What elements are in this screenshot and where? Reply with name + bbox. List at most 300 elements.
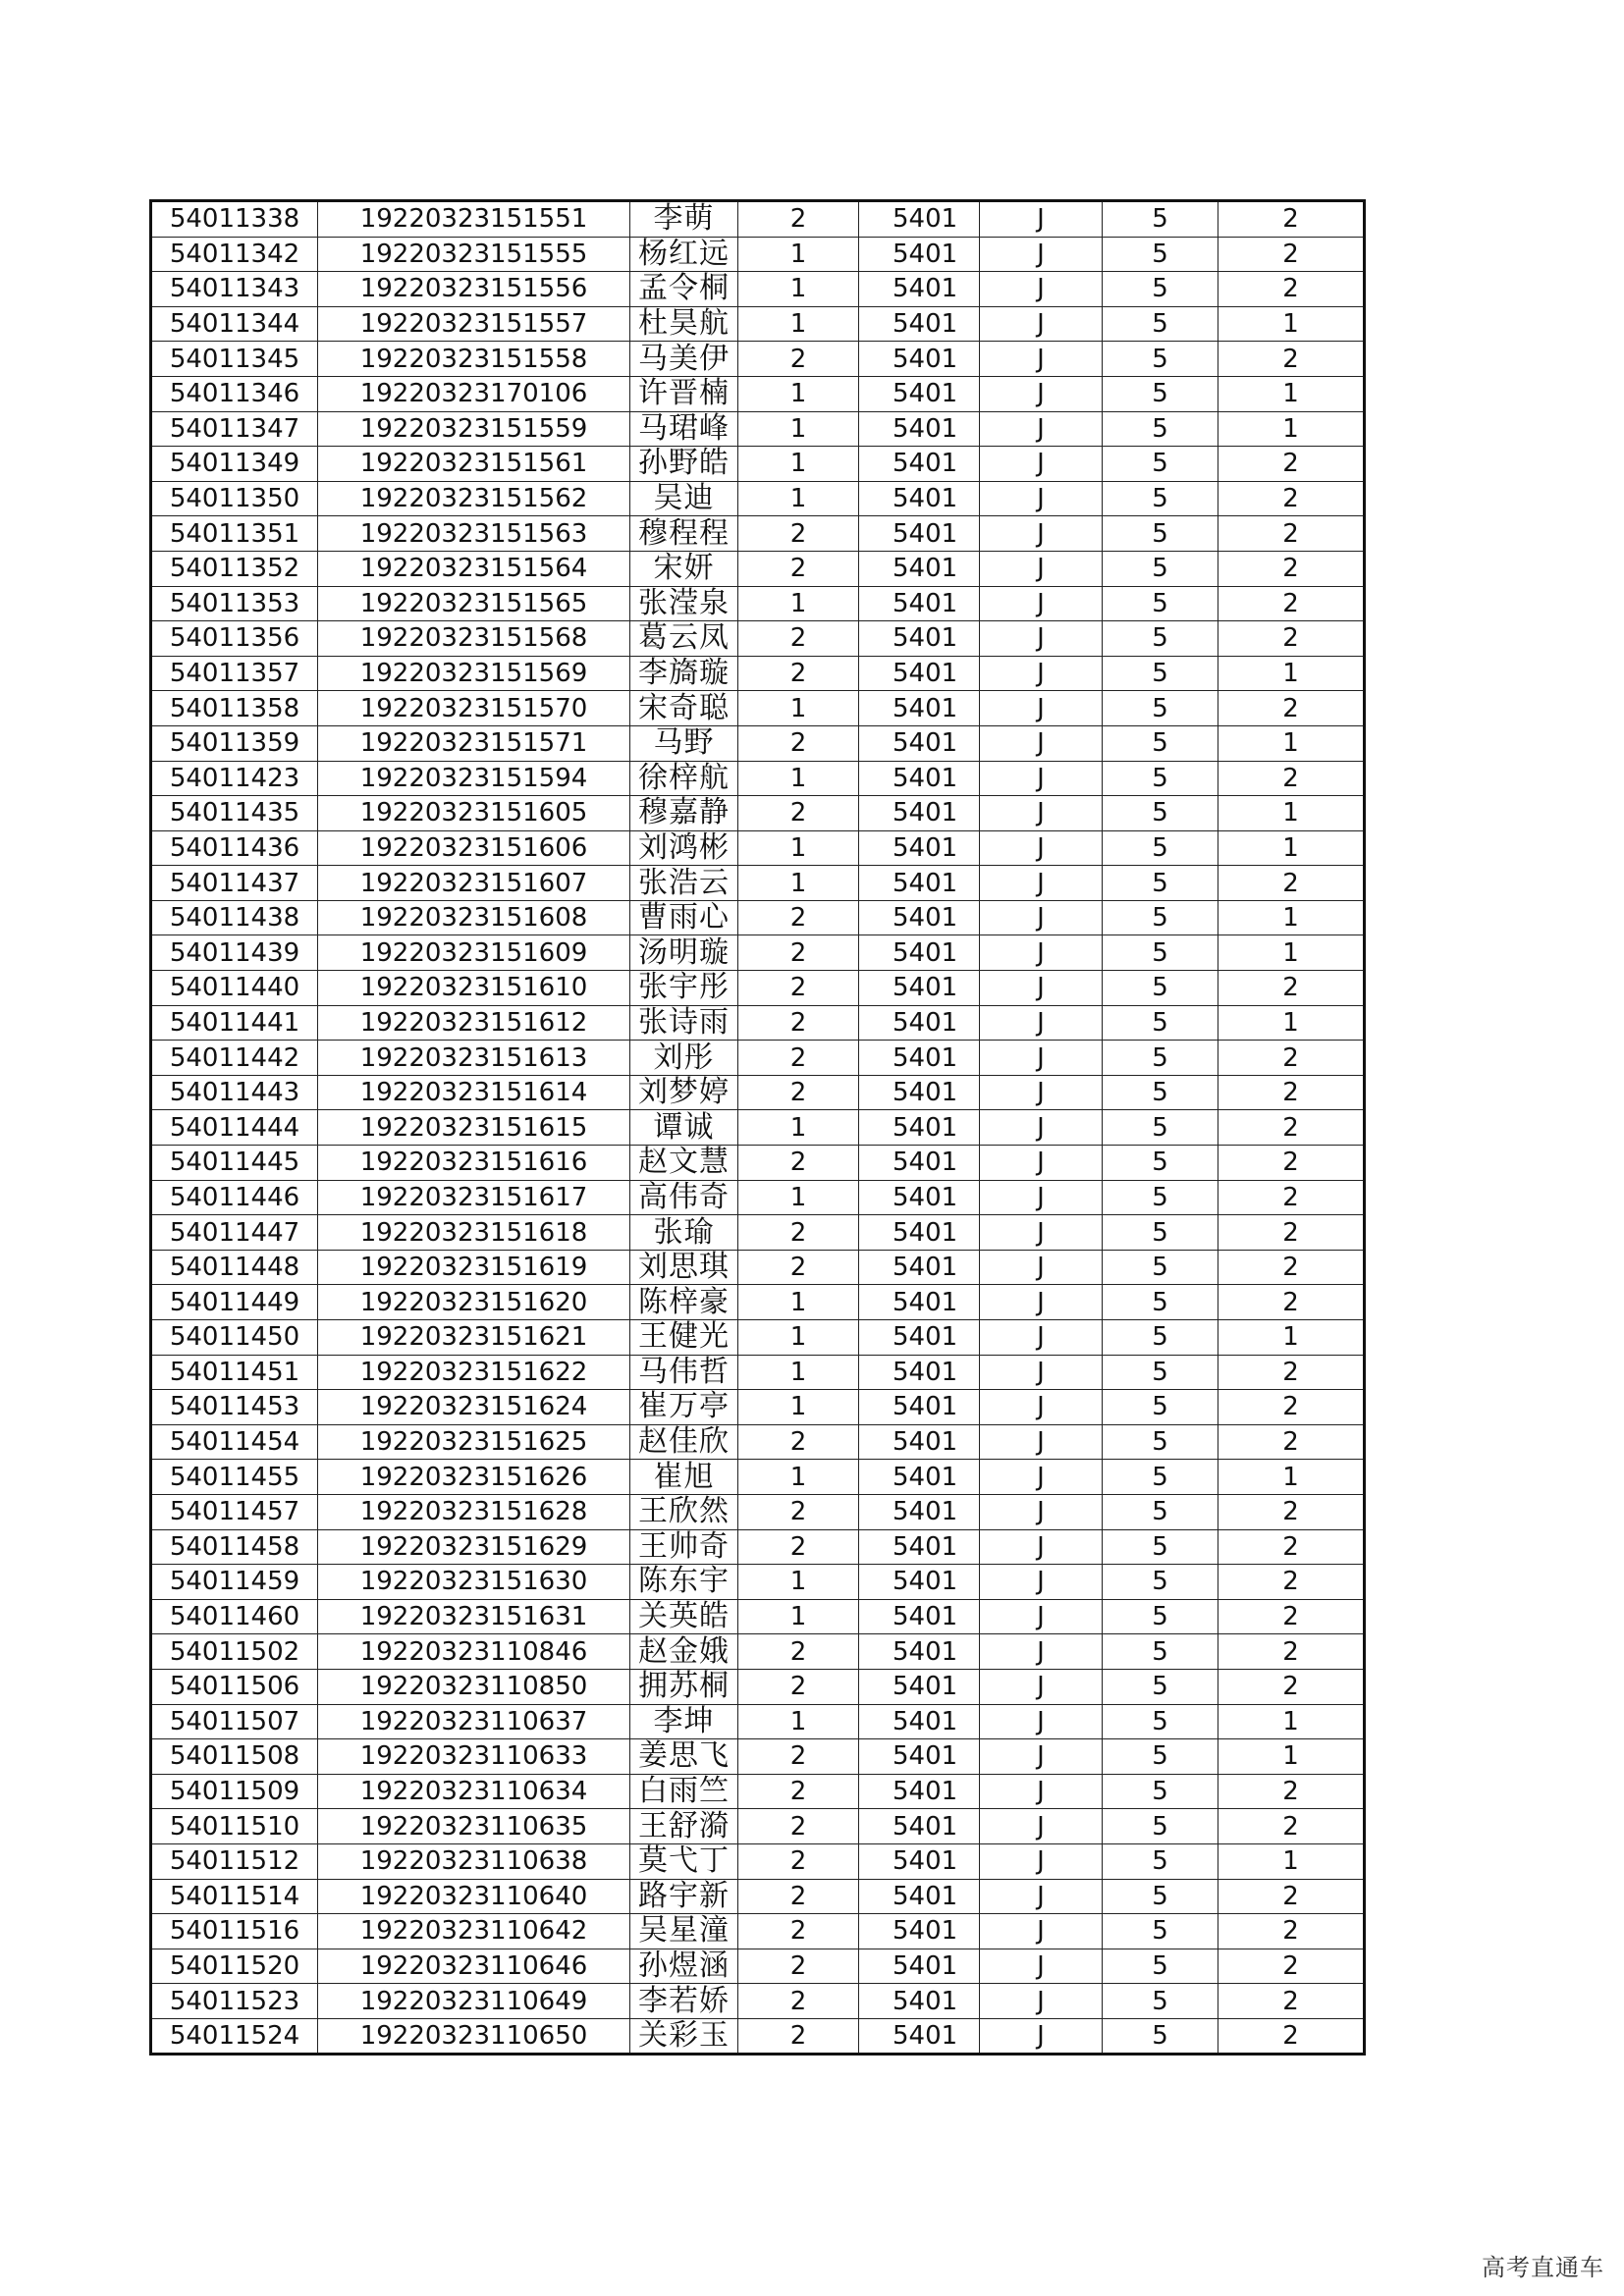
- student-name-cell: 谭诚: [630, 1110, 738, 1146]
- school-code-cell: 5401: [859, 1390, 980, 1425]
- level-code-cell: 5: [1103, 725, 1218, 761]
- table-row: [151, 1774, 1365, 1809]
- group-code-cell: 1: [1218, 306, 1365, 342]
- registration-number-cell: 19220323151556: [318, 272, 630, 307]
- student-name-cell: 葛云凤: [630, 621, 738, 657]
- registration-number-cell: 19220323151565: [318, 586, 630, 621]
- group-code-cell: 2: [1218, 1774, 1365, 1809]
- category-code-cell: J: [980, 1669, 1103, 1704]
- school-code-cell: 5401: [859, 272, 980, 307]
- student-name-cell: 刘梦婷: [630, 1075, 738, 1110]
- category-code-cell: J: [980, 342, 1103, 377]
- level-code-cell: 5: [1103, 1774, 1218, 1809]
- gender-code-cell: 1: [738, 1390, 859, 1425]
- category-code-cell: J: [980, 1529, 1103, 1565]
- exam-id-cell: 54011443: [151, 1075, 318, 1110]
- registration-number-cell: 19220323151570: [318, 691, 630, 726]
- registration-number-cell: 19220323151613: [318, 1041, 630, 1076]
- category-code-cell: J: [980, 1424, 1103, 1460]
- exam-id-cell: 54011350: [151, 481, 318, 516]
- exam-id-cell: 54011507: [151, 1704, 318, 1739]
- level-code-cell: 5: [1103, 201, 1218, 238]
- student-name-cell: 张诗雨: [630, 1005, 738, 1041]
- exam-id-cell: 54011338: [151, 201, 318, 238]
- gender-code-cell: 2: [738, 516, 859, 552]
- category-code-cell: J: [980, 1949, 1103, 1984]
- registration-number-cell: 19220323151551: [318, 201, 630, 238]
- exam-id-cell: 54011437: [151, 866, 318, 901]
- level-code-cell: 5: [1103, 761, 1218, 796]
- group-code-cell: 2: [1218, 237, 1365, 272]
- registration-number-cell: 19220323170106: [318, 376, 630, 411]
- school-code-cell: 5401: [859, 725, 980, 761]
- group-code-cell: 2: [1218, 1355, 1365, 1390]
- gender-code-cell: 2: [738, 1914, 859, 1949]
- category-code-cell: J: [980, 656, 1103, 691]
- gender-code-cell: 1: [738, 1704, 859, 1739]
- school-code-cell: 5401: [859, 1075, 980, 1110]
- group-code-cell: 2: [1218, 1914, 1365, 1949]
- exam-id-cell: 54011454: [151, 1424, 318, 1460]
- student-name-cell: 马野: [630, 725, 738, 761]
- table-row: [151, 376, 1365, 411]
- table-row: [151, 900, 1365, 935]
- registration-number-cell: 19220323151619: [318, 1250, 630, 1285]
- exam-id-cell: 54011359: [151, 725, 318, 761]
- gender-code-cell: 1: [738, 306, 859, 342]
- school-code-cell: 5401: [859, 1041, 980, 1076]
- student-name-cell: 曹雨心: [630, 900, 738, 935]
- student-name-cell: 赵文慧: [630, 1146, 738, 1181]
- category-code-cell: J: [980, 551, 1103, 586]
- exam-id-cell: 54011459: [151, 1565, 318, 1600]
- table-row: [151, 866, 1365, 901]
- student-name-cell: 王欣然: [630, 1494, 738, 1529]
- school-code-cell: 5401: [859, 1984, 980, 2019]
- student-name-cell: 赵佳欣: [630, 1424, 738, 1460]
- student-name-cell: 吴星潼: [630, 1914, 738, 1949]
- registration-number-cell: 19220323110846: [318, 1634, 630, 1670]
- registration-number-cell: 19220323151625: [318, 1424, 630, 1460]
- student-name-cell: 姜思飞: [630, 1739, 738, 1775]
- gender-code-cell: 2: [738, 1041, 859, 1076]
- gender-code-cell: 2: [738, 796, 859, 831]
- category-code-cell: J: [980, 411, 1103, 447]
- group-code-cell: 2: [1218, 1529, 1365, 1565]
- exam-id-cell: 54011455: [151, 1460, 318, 1495]
- level-code-cell: 5: [1103, 1110, 1218, 1146]
- school-code-cell: 5401: [859, 830, 980, 866]
- table-row: [151, 1704, 1365, 1739]
- group-code-cell: 2: [1218, 272, 1365, 307]
- gender-code-cell: 1: [738, 1355, 859, 1390]
- school-code-cell: 5401: [859, 1529, 980, 1565]
- category-code-cell: J: [980, 796, 1103, 831]
- group-code-cell: 1: [1218, 1739, 1365, 1775]
- gender-code-cell: 1: [738, 411, 859, 447]
- student-name-cell: 孙野皓: [630, 447, 738, 482]
- group-code-cell: 1: [1218, 1005, 1365, 1041]
- level-code-cell: 5: [1103, 447, 1218, 482]
- level-code-cell: 5: [1103, 1215, 1218, 1251]
- gender-code-cell: 2: [738, 971, 859, 1006]
- level-code-cell: 5: [1103, 586, 1218, 621]
- school-code-cell: 5401: [859, 1285, 980, 1320]
- student-name-cell: 宋奇聪: [630, 691, 738, 726]
- registration-number-cell: 19220323151626: [318, 1460, 630, 1495]
- table-row: [151, 830, 1365, 866]
- gender-code-cell: 2: [738, 201, 859, 238]
- category-code-cell: J: [980, 481, 1103, 516]
- category-code-cell: J: [980, 900, 1103, 935]
- level-code-cell: 5: [1103, 1949, 1218, 1984]
- group-code-cell: 2: [1218, 1669, 1365, 1704]
- table-row: [151, 201, 1365, 238]
- school-code-cell: 5401: [859, 866, 980, 901]
- gender-code-cell: 2: [738, 1774, 859, 1809]
- category-code-cell: J: [980, 516, 1103, 552]
- group-code-cell: 2: [1218, 1041, 1365, 1076]
- registration-number-cell: 19220323110633: [318, 1739, 630, 1775]
- group-code-cell: 2: [1218, 1634, 1365, 1670]
- table-row: [151, 1460, 1365, 1495]
- registration-number-cell: 19220323110635: [318, 1809, 630, 1844]
- gender-code-cell: 2: [738, 1146, 859, 1181]
- table-row: [151, 761, 1365, 796]
- student-name-cell: 马伟哲: [630, 1355, 738, 1390]
- category-code-cell: J: [980, 971, 1103, 1006]
- registration-number-cell: 19220323151571: [318, 725, 630, 761]
- group-code-cell: 1: [1218, 725, 1365, 761]
- exam-id-cell: 54011347: [151, 411, 318, 447]
- school-code-cell: 5401: [859, 1355, 980, 1390]
- table-row: [151, 1949, 1365, 1984]
- table-row: [151, 551, 1365, 586]
- student-name-cell: 杨红远: [630, 237, 738, 272]
- table-row: [151, 1110, 1365, 1146]
- exam-id-cell: 54011516: [151, 1914, 318, 1949]
- registration-number-cell: 19220323151563: [318, 516, 630, 552]
- table-row: [151, 1390, 1365, 1425]
- category-code-cell: J: [980, 1110, 1103, 1146]
- table-row: [151, 1599, 1365, 1634]
- level-code-cell: 5: [1103, 237, 1218, 272]
- group-code-cell: 2: [1218, 1250, 1365, 1285]
- school-code-cell: 5401: [859, 586, 980, 621]
- gender-code-cell: 2: [738, 725, 859, 761]
- category-code-cell: J: [980, 1285, 1103, 1320]
- exam-id-cell: 54011523: [151, 1984, 318, 2019]
- level-code-cell: 5: [1103, 1075, 1218, 1110]
- exam-id-cell: 54011448: [151, 1250, 318, 1285]
- gender-code-cell: 1: [738, 481, 859, 516]
- school-code-cell: 5401: [859, 516, 980, 552]
- school-code-cell: 5401: [859, 761, 980, 796]
- group-code-cell: 2: [1218, 866, 1365, 901]
- exam-id-cell: 54011439: [151, 935, 318, 971]
- category-code-cell: J: [980, 1599, 1103, 1634]
- school-code-cell: 5401: [859, 1774, 980, 1809]
- table-row: [151, 237, 1365, 272]
- gender-code-cell: 2: [738, 935, 859, 971]
- level-code-cell: 5: [1103, 1146, 1218, 1181]
- exam-id-cell: 54011447: [151, 1215, 318, 1251]
- school-code-cell: 5401: [859, 2018, 980, 2055]
- category-code-cell: J: [980, 1075, 1103, 1110]
- school-code-cell: 5401: [859, 796, 980, 831]
- school-code-cell: 5401: [859, 1320, 980, 1356]
- school-code-cell: 5401: [859, 306, 980, 342]
- category-code-cell: J: [980, 1215, 1103, 1251]
- student-name-cell: 李旖璇: [630, 656, 738, 691]
- table-row: [151, 586, 1365, 621]
- school-code-cell: 5401: [859, 1110, 980, 1146]
- school-code-cell: 5401: [859, 1215, 980, 1251]
- table-row: [151, 1041, 1365, 1076]
- gender-code-cell: 2: [738, 656, 859, 691]
- registration-number-cell: 19220323110850: [318, 1669, 630, 1704]
- registration-number-cell: 19220323151562: [318, 481, 630, 516]
- group-code-cell: 2: [1218, 1180, 1365, 1215]
- school-code-cell: 5401: [859, 342, 980, 377]
- registration-number-cell: 19220323110650: [318, 2018, 630, 2055]
- table-row: [151, 272, 1365, 307]
- level-code-cell: 5: [1103, 971, 1218, 1006]
- gender-code-cell: 2: [738, 1669, 859, 1704]
- group-code-cell: 1: [1218, 830, 1365, 866]
- student-roster-table: [149, 199, 1366, 2056]
- registration-number-cell: 19220323151630: [318, 1565, 630, 1600]
- school-code-cell: 5401: [859, 656, 980, 691]
- student-name-cell: 孙煜涵: [630, 1949, 738, 1984]
- student-name-cell: 关彩玉: [630, 2018, 738, 2055]
- table-row: [151, 725, 1365, 761]
- gender-code-cell: 2: [738, 1879, 859, 1914]
- exam-id-cell: 54011458: [151, 1529, 318, 1565]
- school-code-cell: 5401: [859, 1704, 980, 1739]
- student-name-cell: 刘彤: [630, 1041, 738, 1076]
- school-code-cell: 5401: [859, 1739, 980, 1775]
- registration-number-cell: 19220323151605: [318, 796, 630, 831]
- student-name-cell: 拥苏桐: [630, 1669, 738, 1704]
- level-code-cell: 5: [1103, 2018, 1218, 2055]
- student-name-cell: 穆嘉静: [630, 796, 738, 831]
- gender-code-cell: 2: [738, 900, 859, 935]
- registration-number-cell: 19220323151594: [318, 761, 630, 796]
- gender-code-cell: 1: [738, 761, 859, 796]
- exam-id-cell: 54011351: [151, 516, 318, 552]
- student-name-cell: 马珺峰: [630, 411, 738, 447]
- group-code-cell: 2: [1218, 1424, 1365, 1460]
- school-code-cell: 5401: [859, 1180, 980, 1215]
- registration-number-cell: 19220323151557: [318, 306, 630, 342]
- level-code-cell: 5: [1103, 1320, 1218, 1356]
- gender-code-cell: 2: [738, 1494, 859, 1529]
- group-code-cell: 2: [1218, 971, 1365, 1006]
- student-name-cell: 汤明璇: [630, 935, 738, 971]
- gender-code-cell: 1: [738, 586, 859, 621]
- level-code-cell: 5: [1103, 516, 1218, 552]
- gender-code-cell: 1: [738, 237, 859, 272]
- level-code-cell: 5: [1103, 551, 1218, 586]
- group-code-cell: 2: [1218, 586, 1365, 621]
- category-code-cell: J: [980, 1250, 1103, 1285]
- exam-id-cell: 54011358: [151, 691, 318, 726]
- registration-number-cell: 19220323151620: [318, 1285, 630, 1320]
- exam-id-cell: 54011449: [151, 1285, 318, 1320]
- student-name-cell: 李若娇: [630, 1984, 738, 2019]
- registration-number-cell: 19220323151559: [318, 411, 630, 447]
- level-code-cell: 5: [1103, 272, 1218, 307]
- registration-number-cell: 19220323151558: [318, 342, 630, 377]
- table-row: [151, 656, 1365, 691]
- exam-id-cell: 54011438: [151, 900, 318, 935]
- registration-number-cell: 19220323151614: [318, 1075, 630, 1110]
- category-code-cell: J: [980, 1005, 1103, 1041]
- gender-code-cell: 2: [738, 1809, 859, 1844]
- level-code-cell: 5: [1103, 866, 1218, 901]
- exam-id-cell: 54011442: [151, 1041, 318, 1076]
- level-code-cell: 5: [1103, 796, 1218, 831]
- table-row: [151, 411, 1365, 447]
- level-code-cell: 5: [1103, 1180, 1218, 1215]
- registration-number-cell: 19220323110634: [318, 1774, 630, 1809]
- exam-id-cell: 54011441: [151, 1005, 318, 1041]
- category-code-cell: J: [980, 306, 1103, 342]
- gender-code-cell: 1: [738, 1180, 859, 1215]
- level-code-cell: 5: [1103, 1529, 1218, 1565]
- table-row: [151, 1355, 1365, 1390]
- category-code-cell: J: [980, 1146, 1103, 1181]
- registration-number-cell: 19220323151617: [318, 1180, 630, 1215]
- table-row: [151, 1146, 1365, 1181]
- group-code-cell: 2: [1218, 201, 1365, 238]
- group-code-cell: 2: [1218, 1949, 1365, 1984]
- registration-number-cell: 19220323151609: [318, 935, 630, 971]
- level-code-cell: 5: [1103, 1355, 1218, 1390]
- student-name-cell: 马美伊: [630, 342, 738, 377]
- category-code-cell: J: [980, 376, 1103, 411]
- category-code-cell: J: [980, 1460, 1103, 1495]
- exam-id-cell: 54011357: [151, 656, 318, 691]
- level-code-cell: 5: [1103, 1424, 1218, 1460]
- level-code-cell: 5: [1103, 1005, 1218, 1041]
- school-code-cell: 5401: [859, 691, 980, 726]
- table-row: [151, 481, 1365, 516]
- exam-id-cell: 54011445: [151, 1146, 318, 1181]
- school-code-cell: 5401: [859, 1843, 980, 1879]
- student-name-cell: 高伟奇: [630, 1180, 738, 1215]
- school-code-cell: 5401: [859, 1460, 980, 1495]
- gender-code-cell: 1: [738, 376, 859, 411]
- exam-id-cell: 54011345: [151, 342, 318, 377]
- level-code-cell: 5: [1103, 306, 1218, 342]
- gender-code-cell: 2: [738, 2018, 859, 2055]
- exam-id-cell: 54011510: [151, 1809, 318, 1844]
- category-code-cell: J: [980, 1355, 1103, 1390]
- gender-code-cell: 1: [738, 1565, 859, 1600]
- group-code-cell: 1: [1218, 411, 1365, 447]
- group-code-cell: 1: [1218, 1320, 1365, 1356]
- roster-body: [151, 201, 1365, 2055]
- student-name-cell: 白雨竺: [630, 1774, 738, 1809]
- student-name-cell: 路宇新: [630, 1879, 738, 1914]
- registration-number-cell: 19220323151568: [318, 621, 630, 657]
- group-code-cell: 2: [1218, 1984, 1365, 2019]
- level-code-cell: 5: [1103, 1565, 1218, 1600]
- group-code-cell: 1: [1218, 376, 1365, 411]
- table-row: [151, 621, 1365, 657]
- school-code-cell: 5401: [859, 900, 980, 935]
- table-row: [151, 1984, 1365, 2019]
- student-name-cell: 李萌: [630, 201, 738, 238]
- student-name-cell: 崔万亭: [630, 1390, 738, 1425]
- category-code-cell: J: [980, 1320, 1103, 1356]
- level-code-cell: 5: [1103, 1634, 1218, 1670]
- table-row: [151, 1914, 1365, 1949]
- level-code-cell: 5: [1103, 656, 1218, 691]
- table-row: [151, 691, 1365, 726]
- level-code-cell: 5: [1103, 1390, 1218, 1425]
- registration-number-cell: 19220323151621: [318, 1320, 630, 1356]
- registration-number-cell: 19220323151628: [318, 1494, 630, 1529]
- level-code-cell: 5: [1103, 1669, 1218, 1704]
- level-code-cell: 5: [1103, 1984, 1218, 2019]
- registration-number-cell: 19220323110642: [318, 1914, 630, 1949]
- student-name-cell: 许晋楠: [630, 376, 738, 411]
- category-code-cell: J: [980, 1739, 1103, 1775]
- gender-code-cell: 2: [738, 1949, 859, 1984]
- level-code-cell: 5: [1103, 1809, 1218, 1844]
- exam-id-cell: 54011512: [151, 1843, 318, 1879]
- student-name-cell: 宋妍: [630, 551, 738, 586]
- category-code-cell: J: [980, 1634, 1103, 1670]
- school-code-cell: 5401: [859, 411, 980, 447]
- registration-number-cell: 19220323151561: [318, 447, 630, 482]
- registration-number-cell: 19220323151555: [318, 237, 630, 272]
- exam-id-cell: 54011352: [151, 551, 318, 586]
- exam-id-cell: 54011343: [151, 272, 318, 307]
- registration-number-cell: 19220323151564: [318, 551, 630, 586]
- gender-code-cell: 1: [738, 830, 859, 866]
- category-code-cell: J: [980, 691, 1103, 726]
- gender-code-cell: 1: [738, 691, 859, 726]
- group-code-cell: 2: [1218, 1390, 1365, 1425]
- category-code-cell: J: [980, 586, 1103, 621]
- exam-id-cell: 54011349: [151, 447, 318, 482]
- table-row: [151, 516, 1365, 552]
- registration-number-cell: 19220323110646: [318, 1949, 630, 1984]
- exam-id-cell: 54011344: [151, 306, 318, 342]
- registration-number-cell: 19220323110649: [318, 1984, 630, 2019]
- group-code-cell: 2: [1218, 1565, 1365, 1600]
- gender-code-cell: 1: [738, 1285, 859, 1320]
- exam-id-cell: 54011460: [151, 1599, 318, 1634]
- exam-id-cell: 54011435: [151, 796, 318, 831]
- exam-id-cell: 54011520: [151, 1949, 318, 1984]
- table-row: [151, 1809, 1365, 1844]
- gender-code-cell: 1: [738, 272, 859, 307]
- school-code-cell: 5401: [859, 621, 980, 657]
- gender-code-cell: 1: [738, 1320, 859, 1356]
- group-code-cell: 2: [1218, 1110, 1365, 1146]
- gender-code-cell: 2: [738, 1843, 859, 1879]
- level-code-cell: 5: [1103, 1739, 1218, 1775]
- exam-id-cell: 54011342: [151, 237, 318, 272]
- category-code-cell: J: [980, 1704, 1103, 1739]
- registration-number-cell: 19220323151612: [318, 1005, 630, 1041]
- level-code-cell: 5: [1103, 376, 1218, 411]
